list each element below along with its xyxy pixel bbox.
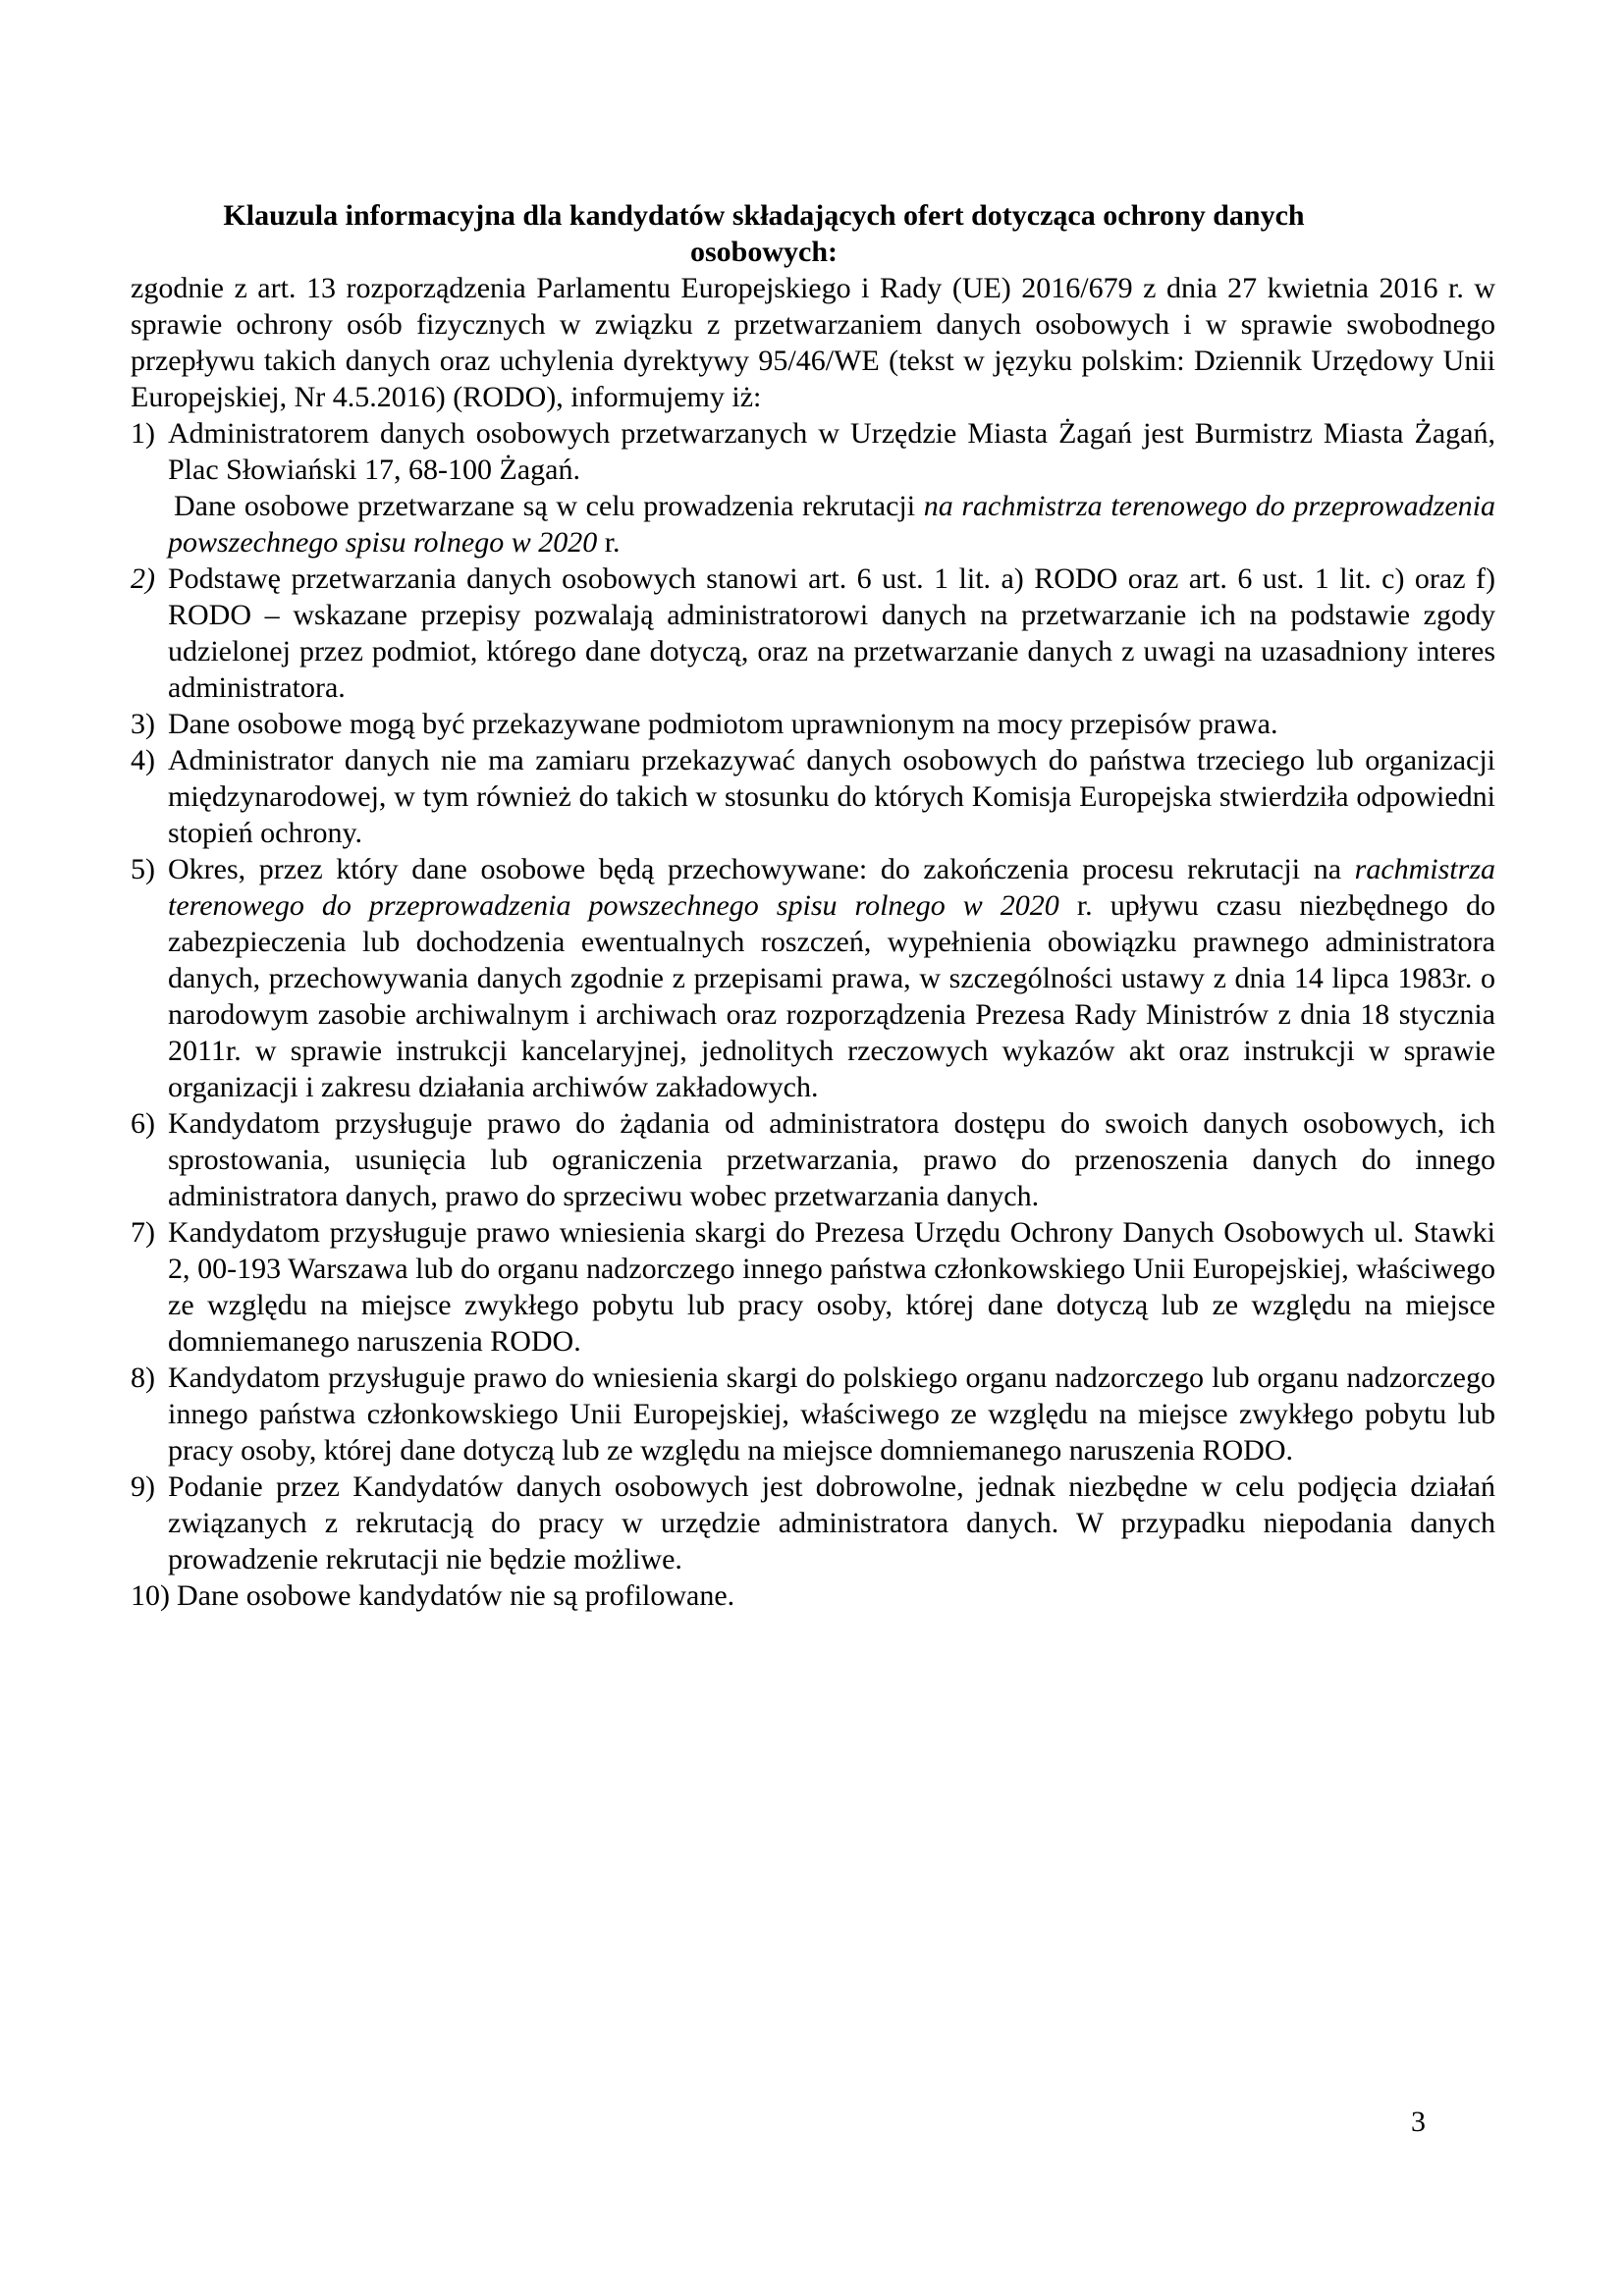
list-item-paragraph (168, 742, 1495, 851)
document-content (131, 197, 1495, 1614)
list-item-number: 1) (131, 417, 155, 450)
list-item-number: 4) (131, 744, 155, 776)
list-item-paragraph (168, 1360, 1495, 1468)
document-title-line1: Klauzula informacyjna dla kandydatów składających ofert dotycząca ochrony danych (223, 199, 1305, 232)
list-item-paragraph (168, 851, 1495, 1105)
list-item-paragraph (168, 1105, 1495, 1214)
text-segment: r. (597, 526, 621, 559)
list-item-number: 2) (131, 562, 155, 595)
list-item-paragraph (177, 1577, 1495, 1614)
list-item-number: 3) (131, 708, 155, 740)
list-item (131, 561, 1495, 706)
text-segment: r. upływu czasu niezbędnego do zabezpieczenia lub dochodzenia ewentualnych roszczeń, wypełnienia obowiązku prawnego administratora danych, przechowywania danych zgodnie z przepisami prawa, w szczególności ustawy z dnia 14 lipca 1983r. o narodowym zasobie archiwalnym i archiwach oraz rozporządzenia Prezesa Rady Ministrów z dnia 18 stycznia 2011r. w sprawie instrukcji kancelaryjnej, jednolitych rzeczowych wykazów akt oraz instrukcji w sprawie organizacji i zakresu działania archiwów zakładowych. (168, 889, 1495, 1103)
intro-paragraph: zgodnie z art. 13 rozporządzenia Parlamentu Europejskiego i Rady (UE) 2016/679 z dnia 27 kwietnia 2016 r. w sprawie ochrony osób fizycznych w związku z przetwarzaniem danych osobowych i w sprawie swobodnego przepływu takich danych oraz uchylenia dyrektywy 95/46/WE (tekst w języku polskim: Dziennik Urzędowy Unii Europejskiej, Nr 4.5.2016) (RODO), informujemy iż: (131, 272, 1495, 413)
list-item (131, 1214, 1495, 1360)
list-item-paragraph (168, 1468, 1495, 1577)
list-item-paragraph (168, 488, 1495, 561)
list-item (131, 706, 1495, 742)
list-item (131, 415, 1495, 561)
text-segment: Kandydatom przysługuje prawo wniesienia skargi do Prezesa Urzędu Ochrony Danych Osobowych ul. Stawki 2, 00-193 Warszawa lub do organu nadzorczego innego państwa członkowskiego Unii Europejskiej, właściwego ze względu na miejsce zwykłego pobytu lub pracy osoby, której dane dotyczą lub ze względu na miejsce domniemanego naruszenia RODO. (168, 1216, 1495, 1358)
list-item (131, 742, 1495, 851)
numbered-list (131, 415, 1495, 1614)
list-item-number: 7) (131, 1216, 155, 1249)
list-item-paragraph (168, 561, 1495, 706)
list-item (131, 1105, 1495, 1214)
text-segment: Kandydatom przysługuje prawo do żądania od administratora dostępu do swoich danych osobowych, ich sprostowania, usunięcia lub ograniczenia przetwarzania, prawo do przenoszenia danych do innego administratora danych, prawo do sprzeciwu wobec przetwarzania danych. (168, 1107, 1495, 1212)
text-segment: Administratorem danych osobowych przetwarzanych w Urzędzie Miasta Żagań jest Burmistrz Miasta Żagań, Plac Słowiański 17, 68-100 Żagań. (168, 417, 1495, 486)
document-title (131, 197, 1495, 270)
page-number: 3 (1411, 2106, 1426, 2138)
list-item (131, 851, 1495, 1105)
text-segment: Dane osobowe mogą być przekazywane podmiotom uprawnionym na mocy przepisów prawa. (168, 708, 1278, 740)
list-item-paragraph (168, 1214, 1495, 1360)
text-segment: Podstawę przetwarzania danych osobowych stanowi art. 6 ust. 1 lit. a) RODO oraz art. 6 ust. 1 lit. c) oraz f) RODO – wskazane przepisy pozwalają administratorowi danych na przetwarzanie ich na podstawie zgody udzielonej przez podmiot, którego dane dotyczą, oraz na przetwarzanie danych z uwagi na uzasadniony interes administratora. (168, 562, 1495, 704)
italic-text-segment: na rachmistrza terenowego do przeprowadzenia powszechnego spisu rolnego w 2020 (168, 490, 1495, 559)
list-item-paragraph (168, 415, 1495, 488)
list-item-number: 5) (131, 853, 155, 885)
list-item (131, 1468, 1495, 1577)
list-item-number: 10) (131, 1579, 170, 1612)
text-segment: Dane osobowe kandydatów nie są profilowane. (177, 1579, 735, 1612)
list-item (131, 1360, 1495, 1468)
text-segment: Kandydatom przysługuje prawo do wniesienia skargi do polskiego organu nadzorczego lub organu nadzorczego innego państwa członkowskiego Unii Europejskiej, właściwego ze względu na miejsce zwykłego pobytu lub pracy osoby, której dane dotyczą lub ze względu na miejsce domniemanego naruszenia RODO. (168, 1362, 1495, 1467)
document-title-line2: osobowych: (689, 236, 838, 268)
list-item-number: 9) (131, 1470, 155, 1503)
text-segment: Okres, przez który dane osobowe będą przechowywane: do zakończenia procesu rekrutacji na (168, 853, 1355, 885)
text-segment: Dane osobowe przetwarzane są w celu prowadzenia rekrutacji (174, 490, 924, 522)
italic-text-segment: rachmistrza terenowego do przeprowadzenia powszechnego spisu rolnego w 2020 (168, 853, 1495, 922)
list-item-paragraph (168, 706, 1495, 742)
text-segment: Administrator danych nie ma zamiaru przekazywać danych osobowych do państwa trzeciego lub organizacji międzynarodowej, w tym również do takich w stosunku do których Komisja Europejska stwierdziła odpowiedni stopień ochrony. (168, 744, 1495, 849)
list-item (131, 1577, 1495, 1614)
text-segment: Podanie przez Kandydatów danych osobowych jest dobrowolne, jednak niezbędne w celu podjęcia działań związanych z rekrutacją do pracy w urzędzie administratora danych. W przypadku niepodania danych prowadzenie rekrutacji nie będzie możliwe. (168, 1470, 1495, 1575)
list-item-number: 8) (131, 1362, 155, 1394)
list-item-number: 6) (131, 1107, 155, 1140)
